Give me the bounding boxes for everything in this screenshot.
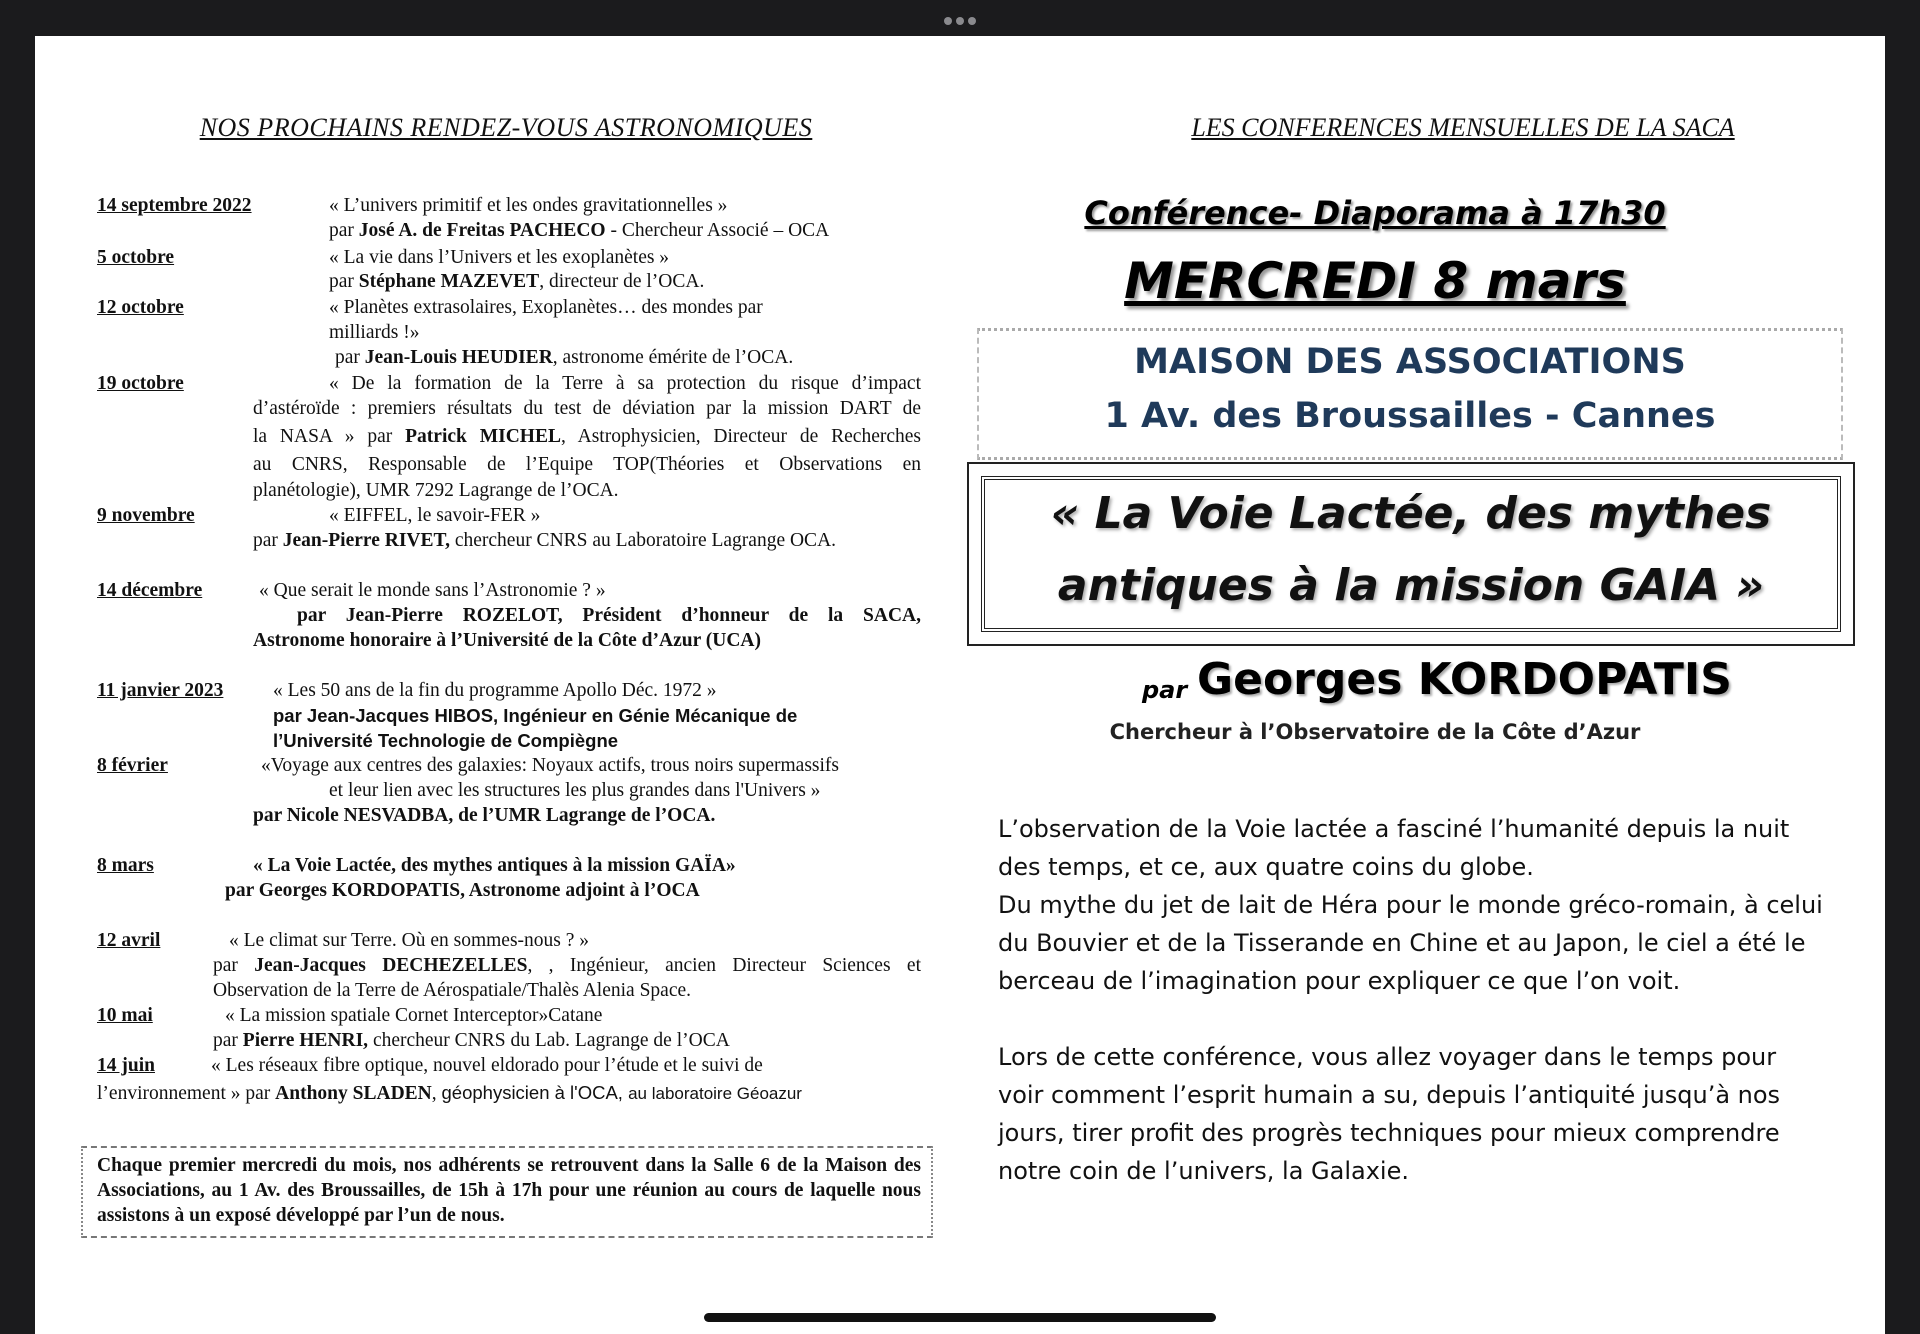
event-date: 14 décembre xyxy=(97,580,203,601)
document-page xyxy=(35,36,1885,1334)
event-date: 10 mai xyxy=(97,1005,153,1026)
event-speaker-line: Observation de la Terre de Aérospatiale/Thalès Alenia Space. xyxy=(213,980,692,1001)
event-speaker-line: l’Université Technologie de Compiègne xyxy=(273,730,619,751)
by-label: par xyxy=(1142,676,1188,704)
event-description: d’astéroïde : premiers résultats du test de déviation par la mission DART de xyxy=(253,398,921,419)
event-speaker-line: Astronome honoraire à l’Université de la Côte d’Azur (UCA) xyxy=(253,630,762,651)
event-date: 12 avril xyxy=(97,930,161,951)
description-paragraph: Du mythe du jet de lait de Héra pour le monde gréco-romain, à celui du Bouvier et de la Tisserande en Chine et au Japon, le ciel a été le berceau de l’imagination pour expliquer ce que l’on voit. xyxy=(998,891,1823,995)
event-description: « De la formation de la Terre à sa protection du risque d’impact xyxy=(329,373,921,394)
event-title: « La mission spatiale Cornet Interceptor»Catane xyxy=(225,1005,603,1026)
speaker-affiliation: Chercheur à l’Observatoire de la Côte d’Azur xyxy=(1109,720,1641,744)
talk-title-line: antiques à la mission GAIA » xyxy=(1057,560,1765,611)
speaker-name: Georges KORDOPATIS xyxy=(1197,654,1732,705)
event-speaker-line: par Jean-Louis HEUDIER, astronome émérite de l’OCA. xyxy=(335,347,794,368)
event-title: « L’univers primitif et les ondes gravitationnelles » xyxy=(329,195,728,216)
description-paragraph: Lors de cette conférence, vous allez voyager dans le temps pour voir comment l’esprit humain a su, depuis l’antiquité jusqu’à nos jours, tirer profit des progrès techniques pour mieux comprendre notre coin de l’univers, la Galaxie. xyxy=(998,1043,1781,1185)
event-speaker-line: par Pierre HENRI, chercheur CNRS du Lab. Lagrange de l’OCA xyxy=(213,1030,730,1051)
event-title: milliards !» xyxy=(329,322,420,343)
event-date: 8 février xyxy=(97,755,168,776)
event-speaker-line: par Jean-Jacques HIBOS, Ingénieur en Génie Mécanique de xyxy=(273,705,798,726)
event-title: « Les réseaux fibre optique, nouvel eldorado pour l’étude et le suivi de xyxy=(211,1055,763,1076)
venue-name: MAISON DES ASSOCIATIONS xyxy=(1134,342,1686,382)
event-description: au CNRS, Responsable de l’Equipe TOP(Théories et Observations en xyxy=(253,454,921,475)
event-title: « Les 50 ans de la fin du programme Apollo Déc. 1972 » xyxy=(273,680,717,701)
event-title: « EIFFEL, le savoir-FER » xyxy=(329,505,541,526)
event-date: 14 septembre 2022 xyxy=(97,195,252,216)
event-speaker-line: par Georges KORDOPATIS, Astronome adjoint à l’OCA xyxy=(225,880,700,901)
right-column-heading: LES CONFERENCES MENSUELLES DE LA SACA xyxy=(1191,113,1735,142)
event-date: 8 mars xyxy=(97,855,154,876)
window-grabber-handle[interactable] xyxy=(0,12,1920,30)
event-description: planétologie), UMR 7292 Lagrange de l’OCA. xyxy=(253,480,619,501)
venue-address: 1 Av. des Broussailles - Cannes xyxy=(1104,396,1716,436)
event-date: 12 octobre xyxy=(97,297,184,318)
event-date: 14 juin xyxy=(97,1055,155,1076)
event-title: et leur lien avec les structures les plus grandes dans l'Univers » xyxy=(329,780,821,801)
talk-title-line: « La Voie Lactée, des mythes xyxy=(1050,488,1772,539)
description-paragraph: L’observation de la Voie lactée a fasciné l’humanité depuis la nuit des temps, et ce, aux quatre coins du globe. xyxy=(998,815,1790,881)
event-speaker-line: par Stéphane MAZEVET, directeur de l’OCA. xyxy=(329,271,705,292)
event-speaker-line: par Jean-Pierre ROZELOT, Président d’honneur de la SACA, xyxy=(297,605,921,626)
event-date: 19 octobre xyxy=(97,373,184,394)
event-title: « Planètes extrasolaires, Exoplanètes… des mondes par xyxy=(329,297,763,318)
event-title: « Que serait le monde sans l’Astronomie ? » xyxy=(259,580,606,601)
event-date: 11 janvier 2023 xyxy=(97,680,224,701)
meeting-note: Chaque premier mercredi du mois, nos adhérents se retrouvent dans la Salle 6 de la Maison des Associations, au 1 Av. des Broussailles, de 15h à 17h pour une réunion au cours de laquelle nous assistons à un exposé développé par l’un de nous. xyxy=(97,1155,921,1226)
event-speaker-line: par José A. de Freitas PACHECO - Chercheur Associé – OCA xyxy=(329,220,830,241)
event-speaker-line: par Nicole NESVADBA, de l’UMR Lagrange de l’OCA. xyxy=(253,805,716,826)
event-date: 9 novembre xyxy=(97,505,195,526)
event-description: la NASA » par Patrick MICHEL, Astrophysicien, Directeur de Recherches xyxy=(253,426,922,447)
event-title: «Voyage aux centres des galaxies: Noyaux actifs, trous noirs supermassifs xyxy=(261,755,840,776)
left-column-heading: NOS PROCHAINS RENDEZ-VOUS ASTRONOMIQUES xyxy=(199,113,813,142)
event-title: « Le climat sur Terre. Où en sommes-nous ? » xyxy=(229,930,590,951)
event-title: « La Voie Lactée, des mythes antiques à la mission GAÏA» xyxy=(253,855,736,876)
event-date: 5 octobre xyxy=(97,247,175,268)
home-indicator-bar[interactable] xyxy=(704,1313,1216,1322)
event-speaker-line: par Jean-Pierre RIVET, chercheur CNRS au Laboratoire Lagrange OCA. xyxy=(253,530,837,551)
event-speaker-line: par Jean-Jacques DECHEZELLES, , Ingénieur, ancien Directeur Sciences et xyxy=(213,955,921,976)
event-speaker-line: l’environnement » par Anthony SLADEN, géophysicien à l'OCA, au laboratoire Géoazur xyxy=(97,1082,802,1104)
conference-day: MERCREDI 8 mars xyxy=(1124,252,1626,310)
conference-time: Conférence- Diaporama à 17h30 xyxy=(1084,194,1666,232)
event-title: « La vie dans l’Univers et les exoplanètes » xyxy=(329,247,670,268)
